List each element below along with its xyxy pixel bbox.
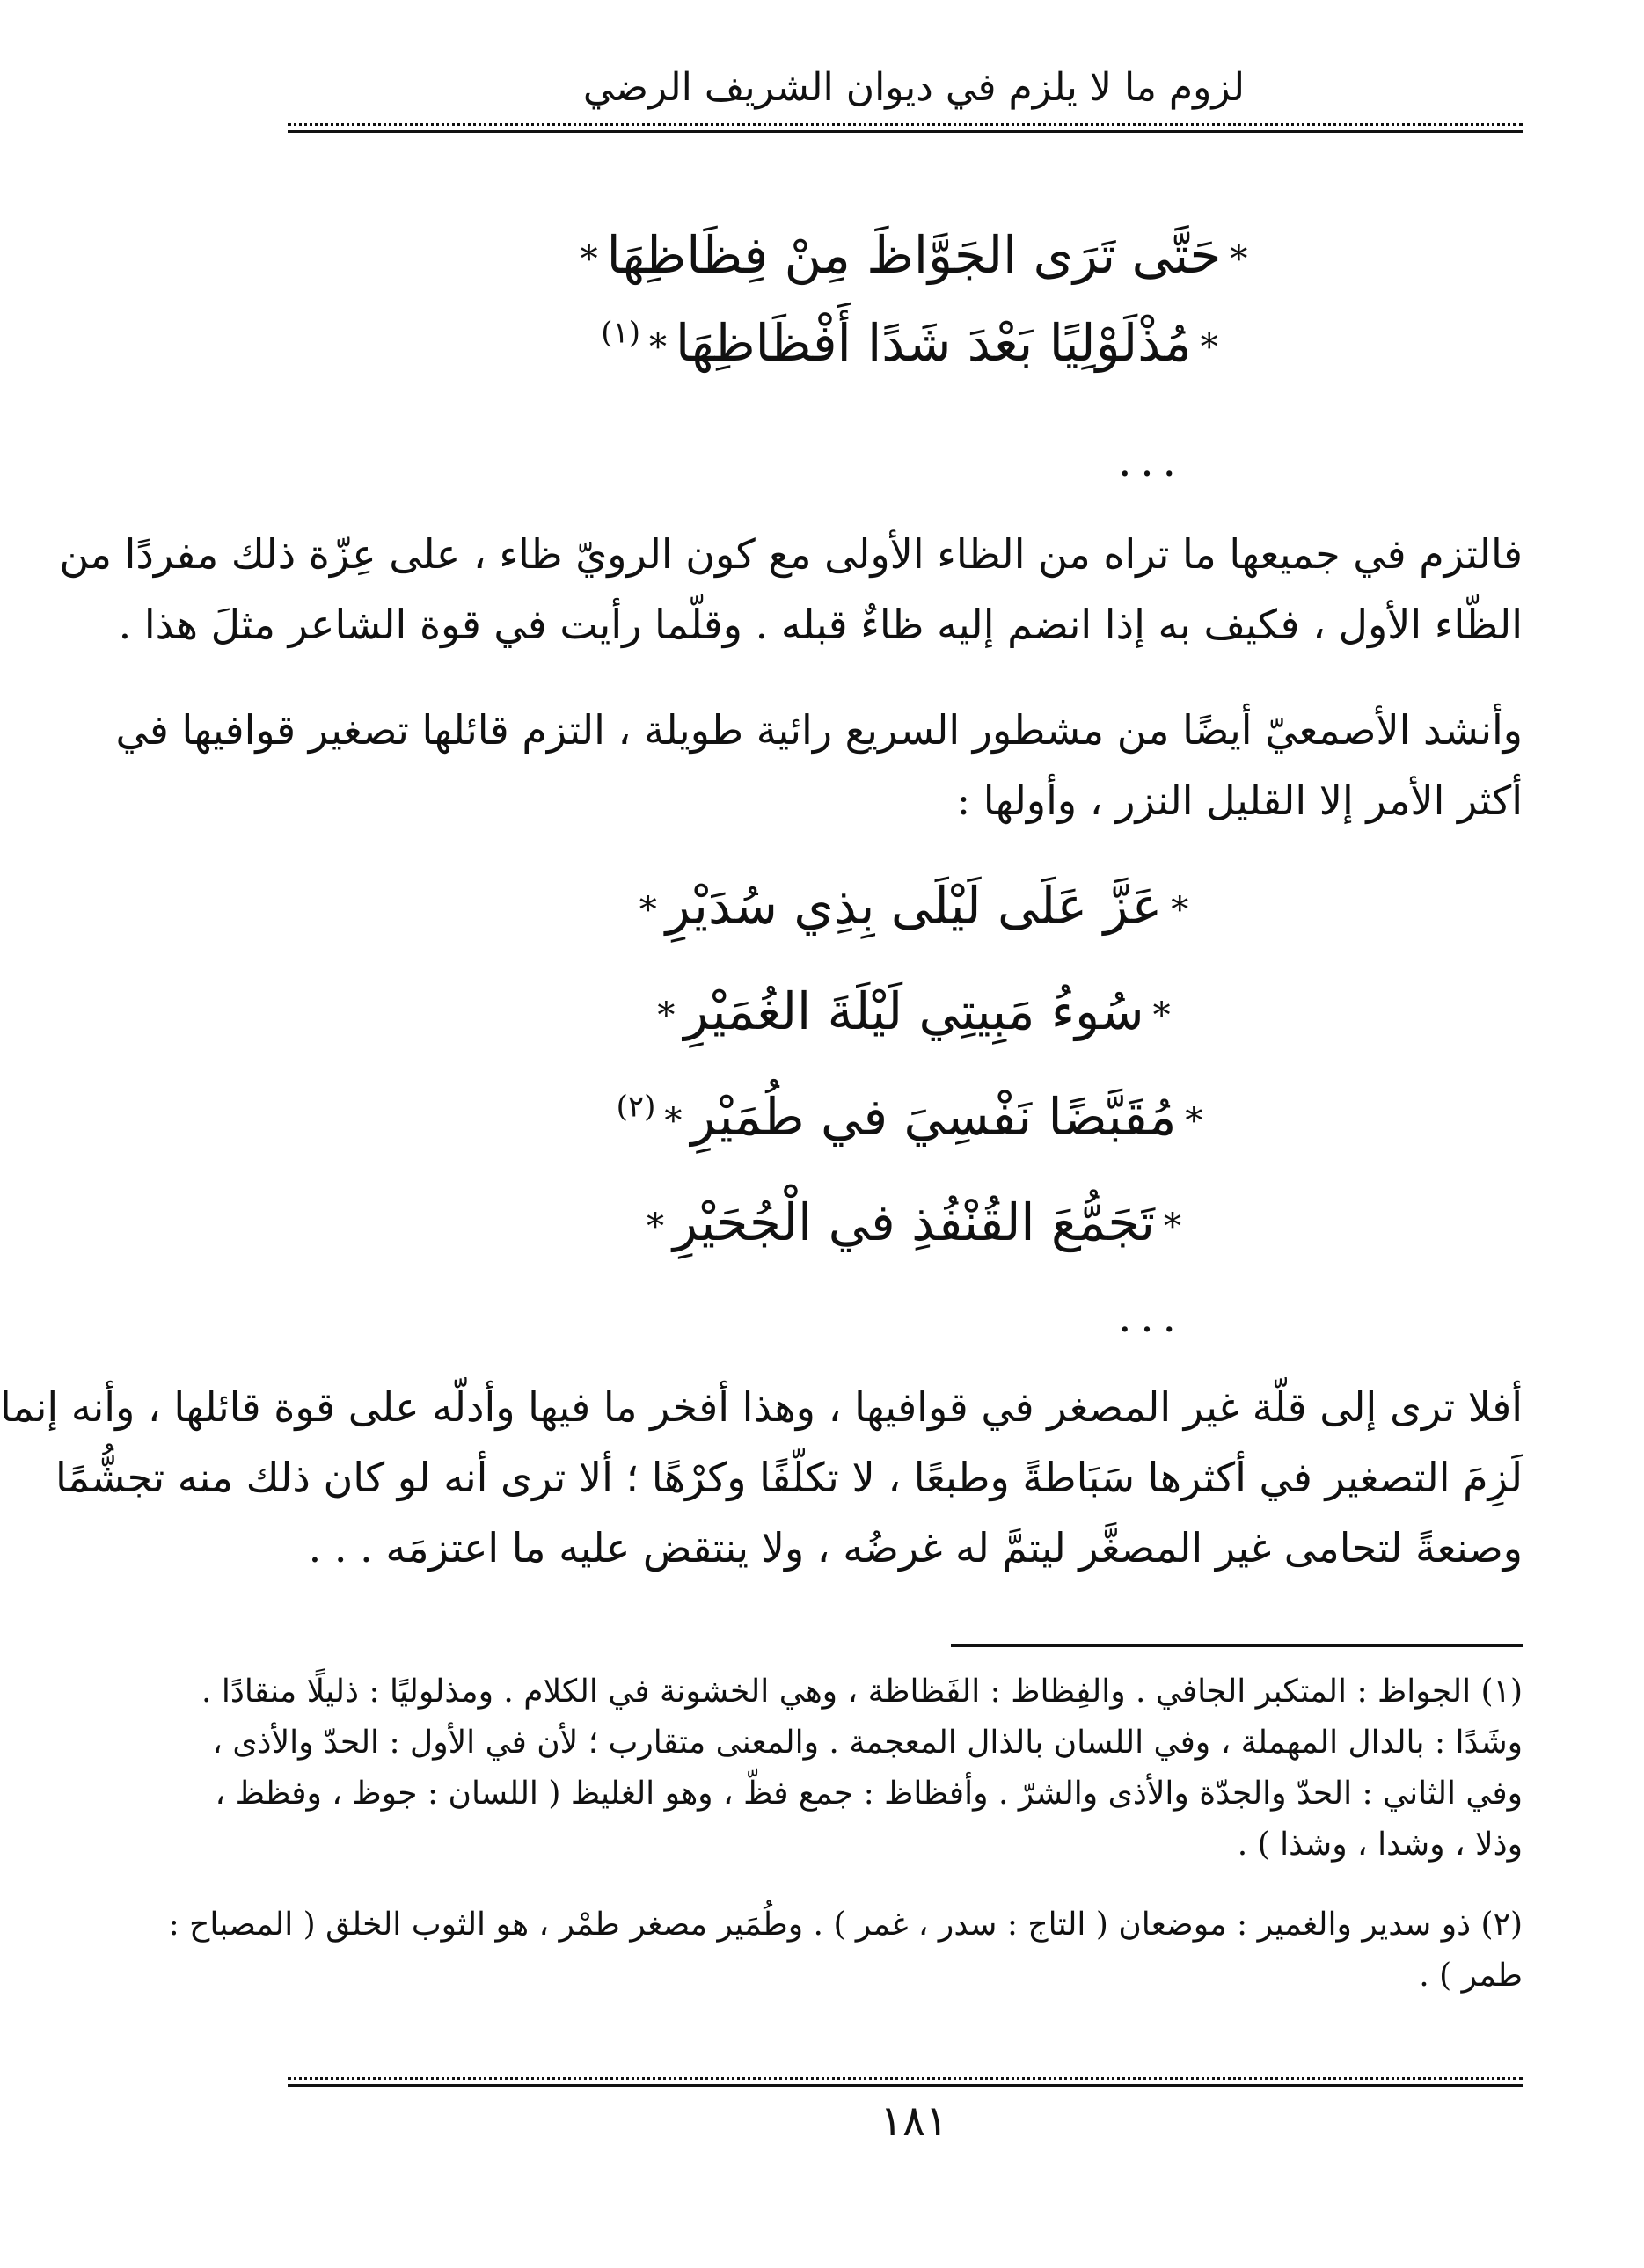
verse-line — [184, 1187, 1644, 1262]
star-ornament: * — [649, 326, 668, 368]
paragraph-line: أفلا ترى إلى قلّة غير المصغر في قوافيها ، وهذا أفخر ما فيها وأدلّه على قوة قائلها ، وأنه إنما — [0, 1383, 1523, 1431]
verse-text: عَزَّ عَلَى لَيْلَى بِذِي سُدَيْرِ — [665, 876, 1163, 936]
ellipsis-separator: ... — [1118, 1293, 1185, 1342]
star-ornament: * — [1230, 238, 1248, 280]
body-paragraph — [0, 1372, 1523, 1583]
star-ornament: * — [647, 1206, 665, 1247]
verse-text: حَتَّى تَرَى الجَوَّاظَ مِنْ فِظَاظِهَا — [606, 225, 1222, 285]
footnote-line: طمر ) . — [1419, 1958, 1523, 1994]
footnote-line: وشَدًا : بالدال المهملة ، وفي اللسان بالذال المعجمة . والمعنى متقارب ؛ لأن في الأول : الحدّ والأذى ، — [212, 1725, 1523, 1761]
star-ornament: * — [1152, 995, 1171, 1036]
verse-line — [184, 1082, 1644, 1156]
star-ornament: * — [657, 995, 676, 1036]
star-ornament: * — [1185, 1100, 1203, 1141]
star-ornament: * — [1163, 1206, 1181, 1247]
ellipsis-separator: ... — [1118, 437, 1185, 486]
paragraph-line: فالتزم في جميعها ما تراه من الظاء الأولى مع كون الرويّ ظاء ، على عِزّة ذلك مفردًا من — [59, 530, 1523, 578]
paragraph-line: الظّاء الأول ، فكيف به إذا انضم إليه ظاءٌ قبله . وقلّما رأيت في قوة الشاعر مثلَ هذا . — [118, 601, 1523, 648]
paragraph-line: لَزِمَ التصغير في أكثرها سَبَاطةً وطبعًا ، لا تكلّفًا وكرْهًا ؛ ألا ترى أنه لو كان ذلك منه تجشُّمًا — [55, 1454, 1523, 1501]
verse-text: تَجَمُّعَ القُنْفُذِ في الْجُحَيْرِ — [673, 1192, 1155, 1252]
footnote-1 — [201, 1666, 1523, 1871]
body-paragraph — [59, 519, 1523, 660]
footer-rule — [288, 2077, 1523, 2087]
star-ornament: * — [580, 238, 598, 280]
footnote-separator — [951, 1644, 1523, 1647]
footnote-marker[interactable]: (٢) — [616, 1089, 656, 1125]
header-rule — [288, 123, 1523, 133]
paragraph-line: وأنشد الأصمعيّ أيضًا من مشطور السريع رائية طويلة ، التزم قائلها تصغير قوافيها في — [115, 706, 1523, 754]
footnote-line: (٢) ذو سدير والغمير : موضعان ( التاج : سدر ، غمر ) . وطُمَير مصغر طمْر ، هو الثوب الخلق ( المصباح : — [168, 1907, 1523, 1943]
verse-text: مُقَبَّضًا نَفْسِيَ في طُمَيْرِ — [690, 1087, 1177, 1147]
footnote-line: (١) الجواظ : المتكبر الجافي . والفِظاظ : الفَظاظة ، وهي الخشونة في الكلام . ومذلوليًا : ذليلًا منقادًا . — [201, 1674, 1523, 1710]
body-paragraph — [115, 695, 1523, 835]
star-ornament: * — [1200, 326, 1218, 368]
page-number: ١٨١ — [880, 2097, 948, 2146]
star-ornament: * — [1171, 889, 1189, 930]
footnote-line: وذلا ، وشدا ، وشذا ) . — [1237, 1827, 1523, 1863]
running-header-title: لزوم ما لا يلزم في ديوان الشريف الرضي — [582, 65, 1246, 110]
paragraph-line: أكثر الأمر إلا القليل النزر ، وأولها : — [956, 777, 1523, 824]
verse-line — [184, 976, 1644, 1051]
paragraph-line: وصنعةً لتحامى غير المصغَّر ليتمَّ له غرضُه ، ولا ينتقض عليه ما اعتزمَه . . . — [308, 1524, 1523, 1572]
verse-line — [184, 871, 1644, 945]
star-ornament: * — [664, 1100, 683, 1141]
verse-text: سُوءُ مَبِيتِي لَيْلَةَ الغُمَيْرِ — [683, 981, 1144, 1041]
star-ornament: * — [639, 889, 657, 930]
footnote-marker[interactable]: (١) — [601, 315, 641, 351]
verse-line — [184, 308, 1644, 383]
footnote-2 — [168, 1900, 1523, 2002]
footnote-line: وفي الثاني : الحدّ والجدّة والأذى والشرّ . وأفظاظ : جمع فظّ ، وهو الغليظ ( اللسان : جوظ ، وفظظ ، — [215, 1776, 1523, 1812]
verse-text: مُذْلَوْلِيًا بَعْدَ شَدًا أَفْظَاظِهَا — [676, 313, 1192, 373]
verse-line — [184, 220, 1644, 295]
